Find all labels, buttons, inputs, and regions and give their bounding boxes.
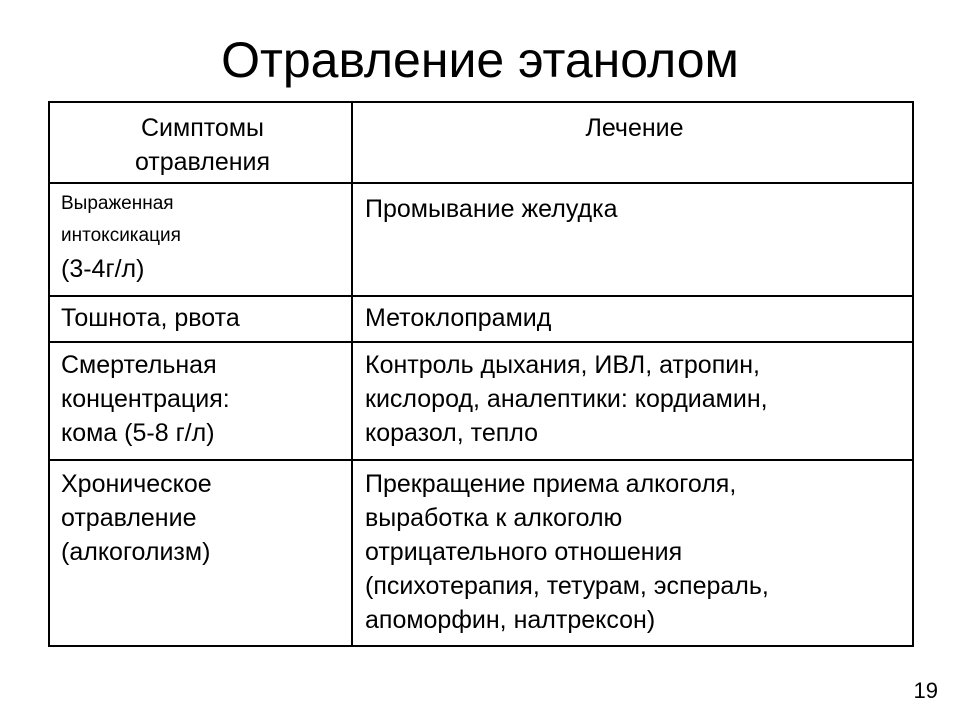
- symptom-line: концентрация:: [61, 385, 230, 413]
- symptom-line: отравление: [61, 504, 197, 532]
- treatment-cell: [352, 342, 913, 460]
- symptom-cell: [49, 460, 352, 646]
- treatment-line: кислород, аналептики: кордиамин,: [365, 385, 768, 413]
- treatment-line: Прекращение приема алкоголя,: [365, 470, 737, 498]
- treatment-line: коразол, тепло: [365, 419, 539, 447]
- treatment-line: выработка к алкоголю: [365, 504, 623, 532]
- treatment-line: отрицательного отношения: [365, 538, 683, 566]
- page-number: 19: [913, 678, 938, 703]
- treatment-cell: [352, 460, 913, 646]
- symptom-line: Смертельная: [61, 351, 217, 379]
- table-header-row: [49, 102, 913, 183]
- symptom-line: Выраженная: [61, 193, 174, 214]
- treatment-cell: Промывание желудка: [352, 183, 913, 296]
- header-symptoms: Симптомы отравления: [49, 102, 352, 183]
- treatment-line: апоморфин, налтрексон): [365, 606, 656, 634]
- symptom-cell: [49, 342, 352, 460]
- table-row: [49, 460, 913, 646]
- treatment-line: (психотерапия, тетурам, эспераль,: [365, 572, 769, 600]
- symptom-cell: Тошнота, рвота: [49, 296, 352, 342]
- symptom-line: Хроническое: [61, 470, 212, 498]
- treatment-line: Контроль дыхания, ИВЛ, атропин,: [365, 351, 760, 379]
- treatment-cell: Метоклопрамид: [352, 296, 913, 342]
- slide-title: Отравление этанолом: [221, 32, 739, 88]
- table-row: [49, 183, 913, 296]
- symptom-line: кома (5-8 г/л): [61, 419, 215, 447]
- symptom-line: интоксикация: [61, 225, 181, 246]
- table-row: [49, 296, 913, 342]
- table-row: [49, 342, 913, 460]
- header-treatment: Лечение: [352, 102, 913, 183]
- treatment-table: [48, 101, 912, 647]
- symptom-line: (алкоголизм): [61, 538, 211, 566]
- symptom-line: (3-4г/л): [61, 255, 145, 283]
- symptom-cell: [49, 183, 352, 296]
